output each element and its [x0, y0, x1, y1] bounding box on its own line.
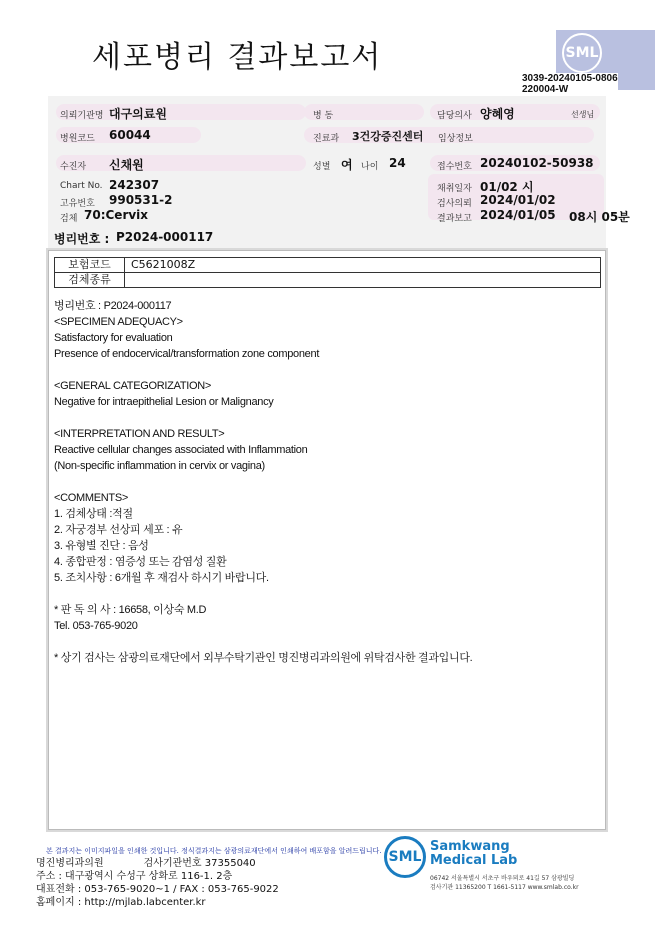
- insurance-code-value: C5621008Z: [125, 258, 601, 273]
- report-text: [54, 298, 472, 666]
- age-label: 나이: [361, 162, 379, 172]
- report-line: [54, 474, 472, 490]
- pill: [56, 155, 306, 171]
- report-value: 2024/01/05: [480, 208, 556, 222]
- report-label: 결과보고: [437, 214, 472, 224]
- collect-label: 채취일자: [437, 184, 472, 194]
- insurance-row: [55, 258, 601, 273]
- report-line: [54, 362, 472, 378]
- exam-label: 검사의뢰: [437, 199, 472, 209]
- report-line: 3. 유형별 진단 : 음성: [54, 540, 149, 552]
- ward-label: 병 동: [313, 111, 334, 121]
- brand-name: [430, 840, 517, 868]
- print-notice: 본 결과지는 이미지파일을 인쇄한 것입니다. 정식결과지는 삼광의료재단에서 인쇄하여 배포함을 알려드립니다.: [46, 847, 382, 855]
- lab-name-line: [36, 857, 279, 870]
- report-line: 1. 검체상태 :적절: [54, 508, 133, 520]
- sex-label: 성별: [313, 162, 331, 172]
- code-value: 60044: [109, 128, 151, 142]
- specimen-label: 검체: [60, 214, 78, 224]
- report-line: 4. 종합판정 : 염증성 또는 감염성 질환: [54, 556, 227, 568]
- brand-line1: Samkwang: [430, 839, 510, 854]
- pathology-number-value: P2024-000117: [116, 230, 214, 244]
- insurance-table: [54, 257, 601, 288]
- unique-value: 990531-2: [109, 193, 173, 207]
- specimen-type-row: [55, 273, 601, 288]
- lab-address: 주소 : 대구광역시 수성구 상화로 116-1. 2층: [36, 871, 233, 882]
- report-line: 병리번호 : P2024-000117: [54, 300, 172, 312]
- report-line: Negative for intraepithelial Lesion or Malignancy: [54, 396, 274, 408]
- lab-name: 명진병리과의원: [36, 858, 104, 869]
- lab-reg: 검사기관번호 37355040: [143, 858, 256, 869]
- dept-label: 진료과: [313, 134, 340, 144]
- report-line: [54, 634, 472, 650]
- dept-value: 3건강증진센터: [352, 130, 424, 143]
- lab-homepage: 홈페이지 : http://mjlab.labcenter.kr: [36, 897, 206, 908]
- report-line: [54, 586, 472, 602]
- report-line: * 상기 검사는 삼광의료재단에서 외부수탁기관인 명진병리과의원에 위탁검사한 결과입니다.: [54, 652, 473, 664]
- insurance-code-label: 보험코드: [55, 258, 125, 273]
- code-label: 병원코드: [60, 134, 95, 144]
- specimen-type-label: 검체종류: [55, 273, 125, 288]
- document-id: [520, 73, 618, 95]
- doc-id-line2: 220004-W: [522, 84, 569, 95]
- specimen-value: 70:Cervix: [84, 208, 149, 222]
- specimen-type-value: [125, 273, 601, 288]
- hospital-value: 대구의료원: [109, 107, 167, 121]
- chart-value: 242307: [109, 178, 160, 192]
- age-value: 24: [389, 156, 406, 170]
- doctor-value: 양혜영: [480, 107, 515, 121]
- receipt-value: 20240102-50938: [480, 156, 594, 170]
- brand-address: [430, 874, 579, 892]
- collect-value: 01/02 시: [480, 180, 534, 194]
- report-line: <SPECIMEN ADEQUACY>: [54, 316, 183, 328]
- unique-label: 고유번호: [60, 199, 95, 209]
- report-line: Presence of endocervical/transformation zone component: [54, 348, 320, 360]
- receipt-label: 접수번호: [437, 162, 472, 172]
- exam-value: 2024/01/02: [480, 193, 556, 207]
- report-line: 2. 자궁경부 선상피 세포 : 유: [54, 524, 183, 536]
- doctor-label: 담당의사: [437, 111, 472, 121]
- clinical-label: 임상정보: [438, 134, 473, 144]
- doctor-suffix: 선생님: [571, 110, 595, 119]
- sml-logo: SML: [562, 33, 602, 73]
- name-value: 신채원: [109, 158, 144, 172]
- brand-line2: Medical Lab: [430, 853, 518, 868]
- brand-reg-line: 검사기관 11365200 T 1661-5117 www.smlab.co.kr: [430, 884, 579, 891]
- report-line: 5. 조치사항 : 6개월 후 재검사 하시기 바랍니다.: [54, 572, 269, 584]
- pathology-number-label: 병리번호 :: [54, 232, 110, 246]
- report-line: Satisfactory for evaluation: [54, 332, 173, 344]
- report-line: [54, 410, 472, 426]
- report-line: <COMMENTS>: [54, 492, 129, 504]
- sex-value: 여: [341, 158, 353, 172]
- hospital-label: 의뢰기관명: [60, 111, 104, 121]
- name-label: 수진자: [60, 162, 87, 172]
- report-line: <INTERPRETATION AND RESULT>: [54, 428, 225, 440]
- sml-badge: SML: [384, 836, 426, 878]
- footer-lab-info: [36, 857, 279, 909]
- report-line: <GENERAL CATEGORIZATION>: [54, 380, 212, 392]
- report-line: (Non-specific inflammation in cervix or vagina): [54, 460, 265, 472]
- brand-addr-line: 06742 서울특별시 서초구 바우뫼로 41길 57 삼광빌딩: [430, 875, 575, 882]
- report-line: Tel. 053-765-9020: [54, 620, 138, 632]
- doc-id-line1: 3039-20240105-0806: [522, 73, 618, 84]
- report-line: * 판 독 의 사 : 16658, 이상숙 M.D: [54, 604, 207, 616]
- report-time: 08시 05분: [569, 210, 630, 224]
- page-title: 세포병리 결과보고서: [92, 40, 383, 75]
- chart-label: Chart No.: [60, 181, 103, 191]
- report-line: Reactive cellular changes associated with Inflammation: [54, 444, 308, 456]
- lab-phone: 대표전화 : 053-765-9020~1 / FAX : 053-765-9022: [36, 884, 279, 895]
